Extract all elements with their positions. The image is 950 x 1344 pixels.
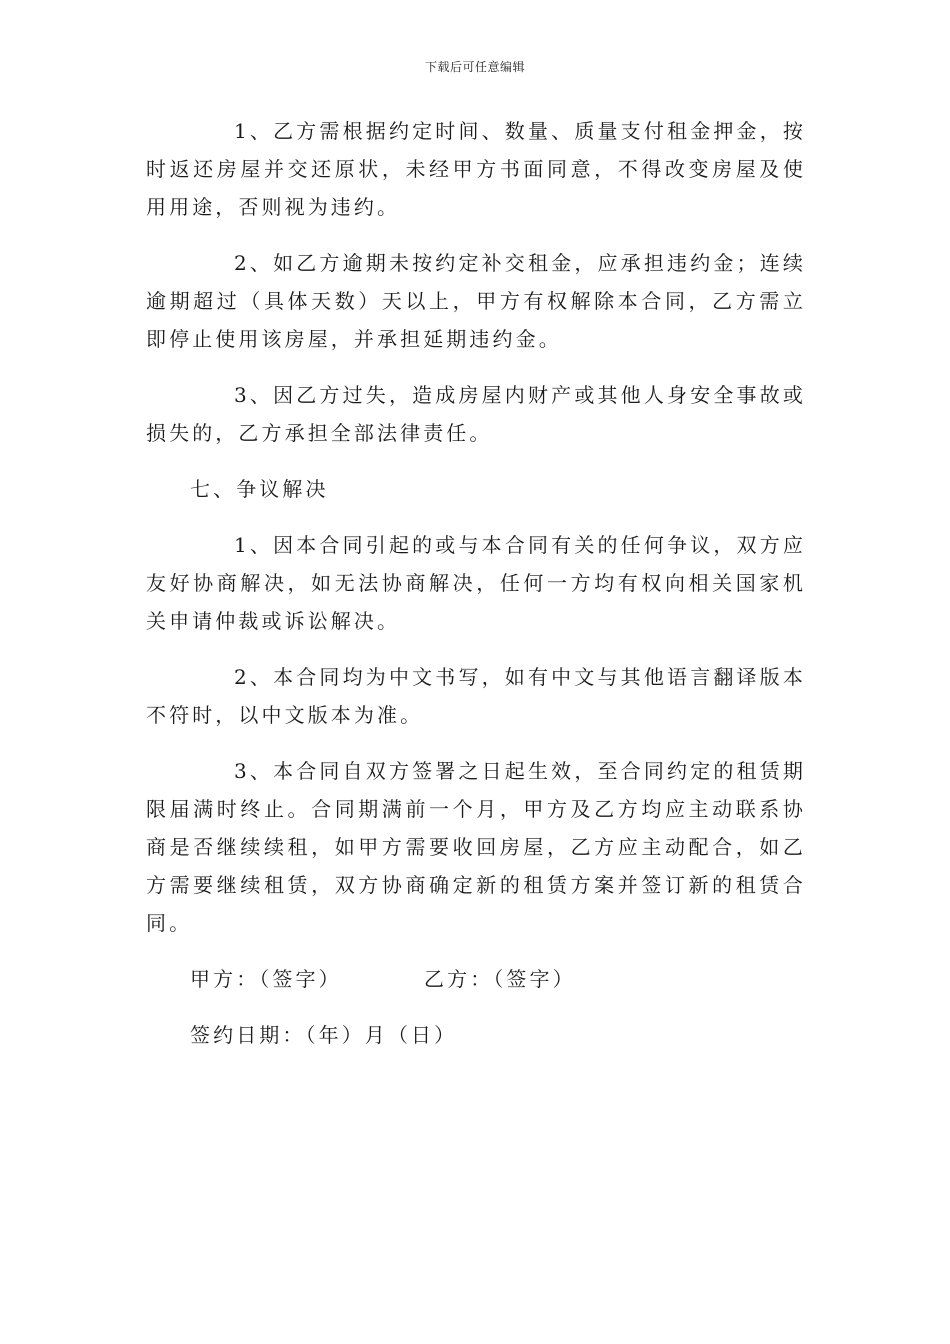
party-a-signature: 甲方：（签字） <box>190 967 342 991</box>
clause-paragraph: 1、乙方需根据约定时间、数量、质量支付租金押金，按时返还房屋并交还原状，未经甲方书面同意，不得改变房屋及使用用途，否则视为违约。 <box>146 119 806 219</box>
signing-date: 签约日期：（年）月（日） <box>190 1023 458 1047</box>
signature-row <box>146 960 806 998</box>
clause-paragraph: 3、本合同自双方签署之日起生效，至合同约定的租赁期限届满时终止。合同期满前一个月，甲方及乙方均应主动联系协商是否继续续租，如甲方需要收回房屋，乙方应主动配合，如乙方需要继续租赁，双方协商确定新的租赁方案并签订新的租赁合同。 <box>146 759 806 935</box>
section-heading: 七、争议解决 <box>190 477 329 501</box>
header-note: 下载后可任意编辑 <box>424 60 525 74</box>
clause-paragraph: 3、因乙方过失，造成房屋内财产或其他人身安全事故或损失的，乙方承担全部法律责任。 <box>146 383 806 445</box>
clause-paragraph: 2、如乙方逾期未按约定补交租金，应承担违约金；连续逾期超过（具体天数）天以上，甲方有权解除本合同，乙方需立即停止使用该房屋，并承担延期违约金。 <box>146 251 806 351</box>
party-b-signature: 乙方：（签字） <box>424 967 576 991</box>
clause-paragraph: 2、本合同均为中文书写，如有中文与其他语言翻译版本不符时，以中文版本为准。 <box>146 665 806 727</box>
clause-paragraph: 1、因本合同引起的或与本合同有关的任何争议，双方应友好协商解决，如无法协商解决，任何一方均有权向相关国家机关申请仲裁或诉讼解决。 <box>146 533 806 633</box>
contract-body <box>146 112 806 1054</box>
